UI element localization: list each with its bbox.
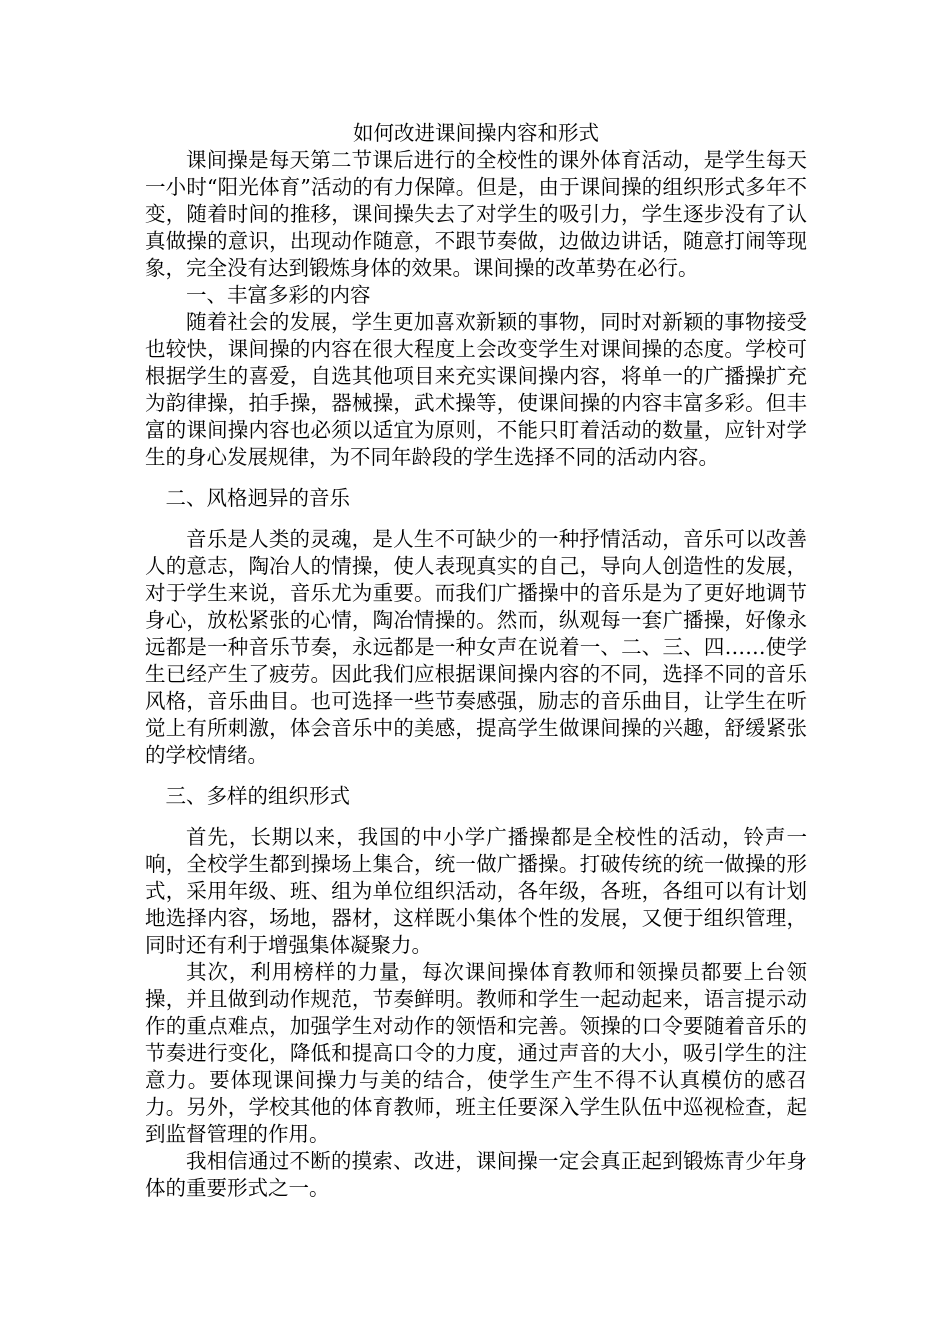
conclusion-paragraph: 我相信通过不断的摸索、改进，课间操一定会真正起到锻炼青少年身体的重要形式之一。 <box>145 1149 807 1200</box>
spacer <box>145 769 807 783</box>
spacer <box>145 471 807 485</box>
section-organization-paragraph-1: 首先，长期以来，我国的中小学广播操都是全校性的活动，铃声一响，全校学生都到操场上集合，统一做广播操。打破传统的统一做操的形式，采用年级、班、组为单位组织活动，各年级，各班，各组可以有计划地选择内容，场地，器材，这样既小集体个性的发展，又便于组织管理，同时还有利于增强集体凝聚力。 <box>145 825 807 957</box>
document-body <box>145 120 807 1202</box>
intro-paragraph: 课间操是每天第二节课后进行的全校性的课外体育活动，是学生每天一小时“阳光体育”活动的有力保障。但是，由于课间操的组织形式多年不变，随着时间的推移，课间操失去了对学生的吸引力，学生逐步没有了认真做操的意识，出现动作随意，不跟节奏做，边做边讲话，随意打闹等现象，完全没有达到锻炼身体的效果。课间操的改革势在必行。 <box>145 148 807 280</box>
spacer <box>145 512 807 526</box>
section-music-paragraph: 音乐是人类的灵魂，是人生不可缺少的一种抒情活动，音乐可以改善人的意志，陶冶人的情操，使人表现真实的自己，导向人创造性的发展，对于学生来说，音乐尤为重要。而我们广播操中的音乐是为了更好地调节身心，放松紧张的心情，陶冶情操的。然而，纵观每一套广播操，好像永远都是一种音乐节奏，永远都是一种女声在说着一、二、三、四……使学生已经产生了疲劳。因此我们应根据课间操内容的不同，选择不同的音乐风格，音乐曲目。也可选择一些节奏感强，励志的音乐曲目，让学生在听觉上有所刺激，体会音乐中的美感，提高学生做课间操的兴趣，舒缓紧张的学校情绪。 <box>145 527 807 767</box>
spacer <box>145 810 807 824</box>
section-heading-music: 二、风格迥异的音乐 <box>165 486 350 510</box>
section-heading-content: 一、丰富多彩的内容 <box>186 283 371 307</box>
section-organization-paragraph-2: 其次，利用榜样的力量，每次课间操体育教师和领操员都要上台领操，并且做到动作规范，节奏鲜明。教师和学生一起动起来，语言提示动作的重点难点，加强学生对动作的领悟和完善。领操的口令要随着音乐的节奏进行变化，降低和提高口令的力度，通过声音的大小，吸引学生的注意力。要体现课间操力与美的结合，使学生产生不得不认真模仿的感召力。另外，学校其他的体育教师，班主任要深入学生队伍中巡视检查，起到监督管理的作用。 <box>145 960 807 1146</box>
section-heading-organization: 三、多样的组织形式 <box>165 784 350 808</box>
section-content-paragraph: 随着社会的发展，学生更加喜欢新颖的事物，同时对新颖的事物接受也较快，课间操的内容在很大程度上会改变学生对课间操的态度。学校可根据学生的喜爱，自选其他项目来充实课间操内容，将单一的广播操扩充为韵律操，拍手操，器械操，武术操等，使课间操的内容丰富多彩。但丰富的课间操内容也必须以适宜为原则，不能只盯着活动的数量，应针对学生的身心发展规律，为不同年龄段的学生选择不同的活动内容。 <box>145 310 807 469</box>
document-title: 如何改进课间操内容和形式 <box>353 121 599 145</box>
